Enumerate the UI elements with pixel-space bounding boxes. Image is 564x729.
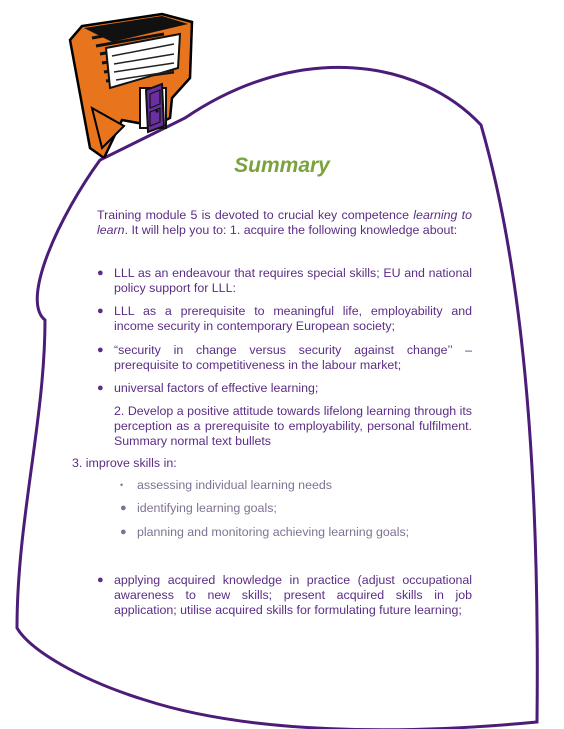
skill-bullet: • assessing individual learning needs: [120, 478, 332, 492]
skill-bullet: ● identifying learning goals;: [120, 501, 277, 515]
page-title: Summary: [234, 154, 330, 177]
bullet-icon: ●: [120, 526, 127, 538]
intro-text: Training module 5 is devoted to crucial key competence: [97, 208, 414, 222]
bullet-icon: ●: [97, 267, 104, 279]
bullet-icon: ●: [97, 382, 104, 394]
bullet-icon: •: [120, 480, 124, 490]
intro-text-end: . It will help you to: 1. acquire the following knowledge about:: [124, 223, 458, 237]
bullet-icon: ●: [97, 305, 104, 317]
bullet-icon: ●: [97, 344, 104, 356]
bullet-icon: ●: [97, 574, 104, 586]
knowledge-bullet: ● universal factors of effective learning;: [97, 381, 319, 395]
bullet-icon: ●: [120, 502, 127, 514]
knowledge-bullet: ● LLL as a prerequisite to meaningful life, employability and income security in contemporary European society;: [97, 304, 472, 333]
knowledge-bullet: ● LLL as an endeavour that requires special skills; EU and national policy support for LLL:: [97, 266, 472, 295]
point-3-heading: 3. improve skills in:: [72, 456, 177, 470]
intro-paragraph: [97, 208, 472, 238]
intro-italic: learning to learn: [97, 208, 472, 237]
skill-bullet: ● planning and monitoring achieving learning goals;: [120, 525, 410, 539]
open-book-with-door-icon: [62, 8, 202, 158]
final-bullet: ● applying acquired knowledge in practice (adjust occupational awareness to new skills; present acquired skills in job application; utilise acquired skills for formulating future learning;: [97, 573, 472, 617]
knowledge-bullet: ● “security in change versus security against change’’ – prerequisite to competitiveness in the labour market;: [97, 343, 472, 372]
point-2-paragraph: 2. Develop a positive attitude towards lifelong learning through its perception as a prerequisite to employability, personal fulfilment. Summary normal text bullets: [114, 404, 472, 448]
